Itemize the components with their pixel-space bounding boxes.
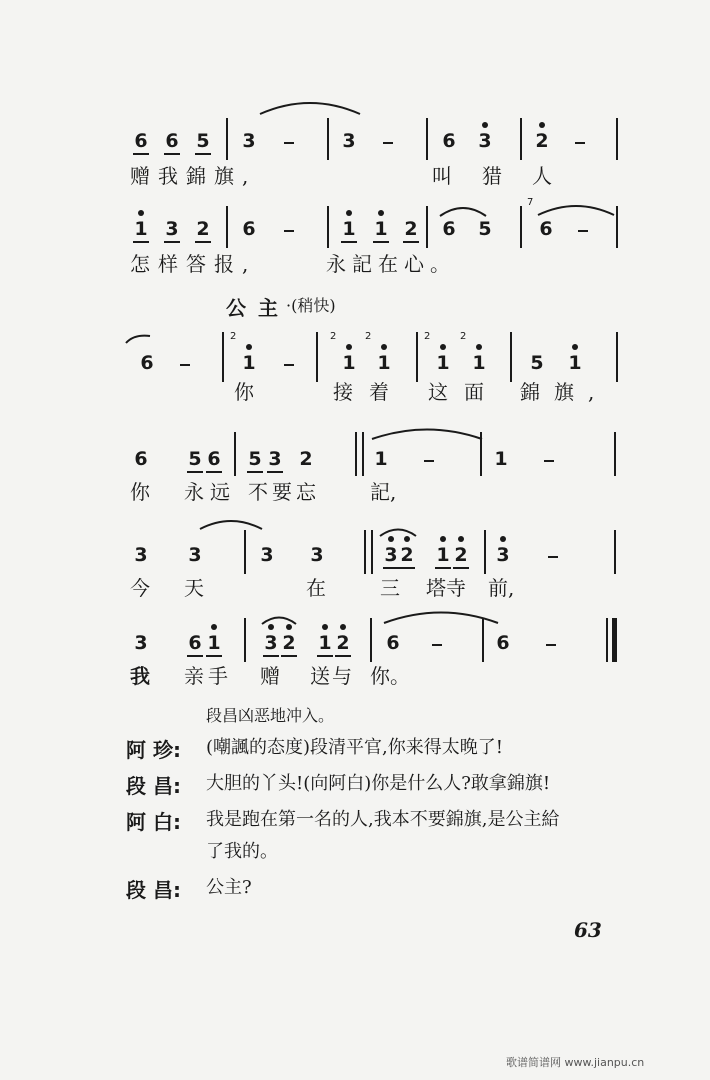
note: 2 [334,632,352,654]
slur [262,613,296,625]
barline [616,118,618,160]
lyric: 在 [306,576,326,600]
slur [380,525,416,537]
lyric: 天 [184,576,204,600]
barline [426,206,428,248]
barline [222,332,224,382]
note: 3 [310,544,324,566]
note: 3 [342,130,356,152]
note: 3 [163,218,181,240]
note: 2 [452,544,470,566]
barline [520,118,522,160]
note: 6 [442,130,456,152]
dash [180,364,190,366]
slur [538,200,614,216]
lyric: 今 [130,576,150,600]
note: 3 [134,632,148,654]
lyric: 叫猎人 [432,164,582,188]
slur [440,203,486,217]
lyric: 亲手 [184,664,232,688]
lyric: 永远 [184,480,236,504]
note: 6 [242,218,256,240]
dash [284,142,294,144]
final-barline [612,618,617,662]
dash [546,644,556,646]
barline [316,332,318,382]
page-number: 63 [574,918,602,942]
barline [371,530,373,574]
note: 1 [566,352,584,374]
barline [614,530,616,574]
note: 6 [205,448,223,470]
dash [578,230,588,232]
note: 2 [194,218,212,240]
dialogue-text: (嘲諷的态度)段清平官,你来得太晚了! [206,737,503,758]
note: 2 1 [330,331,356,374]
barline [234,432,236,476]
note: 1 [372,218,390,240]
lyric: 錦旗, [520,380,609,404]
barline [355,432,357,476]
final-barline [606,618,608,662]
note: 3 [262,632,280,654]
barline [482,618,484,662]
dash [383,142,393,144]
note: 3 [134,544,148,566]
note: 5 [530,352,544,374]
note: 2 1 [365,331,391,374]
barline [426,118,428,160]
dialogue-text: 大胆的丫头!(向阿白)你是什么人?敢拿錦旗! [206,773,551,794]
barline [244,618,246,662]
barline [226,206,228,248]
dash [544,460,554,462]
note: 2 [402,218,420,240]
note: 1 [340,218,358,240]
note: 2 [280,632,298,654]
lyric: 这面 [428,380,500,404]
slur [200,516,262,530]
note: 2 1 [460,331,486,374]
stage-direction: 段昌凶恶地冲入。 [206,706,335,725]
slur [126,334,150,344]
barline [510,332,512,382]
lyric: 不要忘 [248,480,320,504]
note: 1 [374,448,388,470]
note: 1 [316,632,334,654]
barline [416,332,418,382]
lyric: 赠 [260,664,280,688]
note: 1 [494,448,508,470]
barline [480,432,482,476]
note: 2 [398,544,416,566]
note: 5 [478,218,492,240]
note: 3 [260,544,274,566]
dialogue-text: 了我的。 [206,841,278,862]
lyric: 塔寺 [426,576,466,600]
dash [424,460,434,462]
lyric: 前, [488,576,515,600]
barline [520,206,522,248]
lyric: 你 [234,380,254,404]
dialogue-speaker: 阿 珍: [126,738,181,762]
note: 5 [246,448,264,470]
dash [548,556,558,558]
note: 3 [266,448,284,470]
barline [364,530,366,574]
lyric: 送与 [310,664,354,688]
dash [575,142,585,144]
note: 6 [496,632,510,654]
barline [616,332,618,382]
barline [362,432,364,476]
lyric: 你。 [370,664,410,688]
dialogue-text: 公主? [206,877,252,898]
note: 3 [476,130,494,152]
dialogue-speaker: 段 昌: [126,878,181,902]
note: 2 1 [230,331,256,374]
note: 2 [533,130,551,152]
slur [260,96,360,116]
slur [372,424,482,440]
lyric: 永記在心。 [326,252,456,276]
barline [226,118,228,160]
note: 3 [494,544,512,566]
note: 6 [186,632,204,654]
lyric: 接着 [333,380,405,404]
lyric: 三 [380,576,400,600]
note: 6 [386,632,400,654]
barline [484,530,486,574]
note: 2 [299,448,313,470]
note: 2 1 [424,331,450,374]
tempo-marking: ·(稍快) [286,296,336,315]
lyric: 你 [130,480,150,504]
note: 6 [140,352,154,374]
lyric: 赠我錦旗, [130,164,257,188]
note: 1 [132,218,150,240]
note: 1 [205,632,223,654]
note: 6 [442,218,456,240]
lyric: 記, [370,480,397,504]
note: 3 [242,130,256,152]
dash [284,230,294,232]
note: 5 [194,130,212,152]
note: 3 [382,544,400,566]
note: 6 [134,448,148,470]
dialogue-speaker: 段 昌: [126,774,181,798]
section-speaker: 公主 [226,296,290,320]
barline [616,206,618,248]
barline [370,618,372,662]
dash [284,364,294,366]
note: 6 [132,130,150,152]
slur [384,606,498,624]
dialogue-speaker: 阿 白: [126,810,181,834]
barline [244,530,246,574]
lyric: 怎样答报, [130,252,257,276]
note: 7 6 [527,197,553,240]
note: 5 [186,448,204,470]
dialogue-text: 我是跑在第一名的人,我本不要錦旗,是公主給 [206,809,560,830]
dash [432,644,442,646]
note: 6 [163,130,181,152]
note: 1 [434,544,452,566]
watermark: 歌谱简谱网 www.jianpu.cn [506,1056,645,1069]
note: 3 [188,544,202,566]
barline [327,206,329,248]
lyric: 我 [130,664,150,688]
barline [327,118,329,160]
barline [614,432,616,476]
